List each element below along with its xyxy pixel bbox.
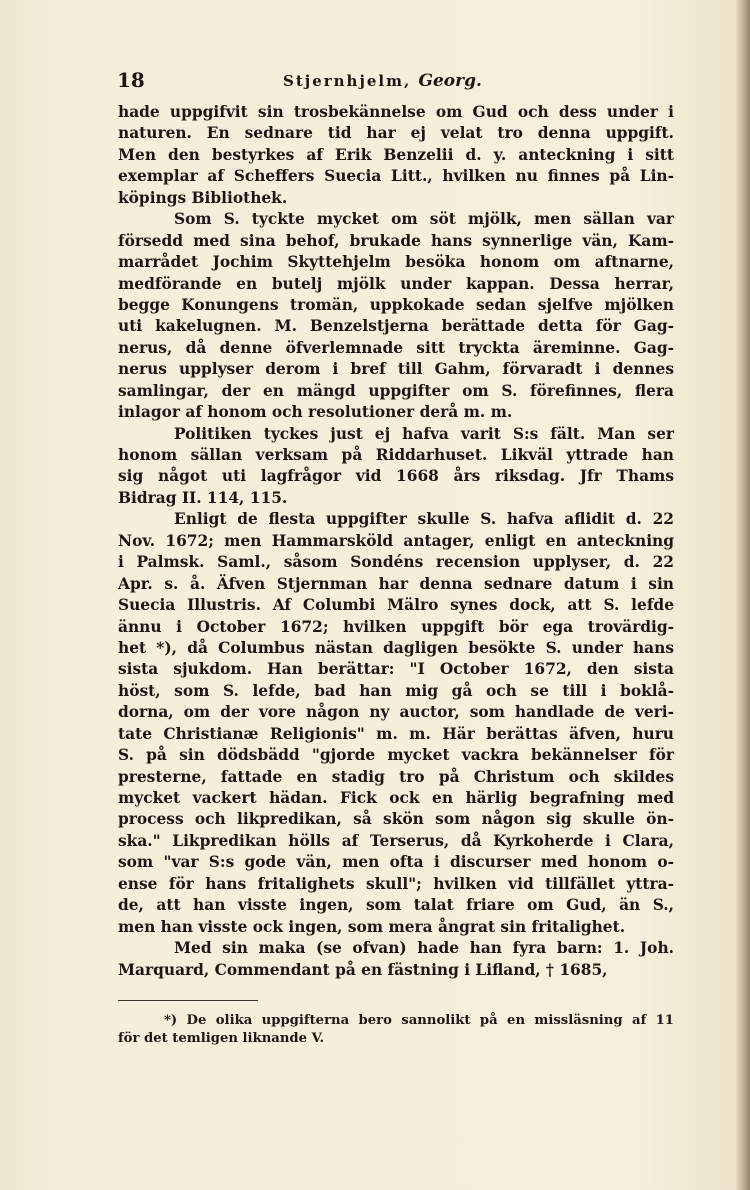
text-line: men han visste ock ingen, som mera ångrat sin fritalighet. — [118, 917, 626, 936]
text-line: de, att han visste ingen, som talat friare om Gud, än S., — [118, 896, 674, 915]
text-line: Men den bestyrkes af Erik Benzelii d. y. anteckning i sitt — [118, 145, 674, 164]
text-line: presterne, fattade en stadig tro på Christum och skildes — [118, 767, 674, 786]
text-line: Med sin maka (se ofvan) hade han fyra barn: 1. Joh. — [174, 939, 674, 958]
text-line: ense för hans fritalighets skull"; hvilken vid tillfället yttra- — [118, 874, 674, 893]
text-line: honom sällan verksam på Riddarhuset. Likväl yttrade han — [118, 446, 674, 464]
text-line: Nov. 1672; men Hammarsköld antager, enligt en anteckning — [118, 531, 674, 550]
text-line: dorna, om der vore någon ny auctor, som handlade de veri- — [118, 703, 674, 722]
text-line: sig något uti lagfrågor vid 1668 års riksdag. Jfr Thams — [118, 467, 674, 486]
page-number: 18 — [117, 68, 145, 92]
text-line: ska." Likpredikan hölls af Terserus, då Kyrkoherde i Clara, — [118, 831, 674, 850]
text-line: hade uppgifvit sin trosbekännelse om Gud och dess under i — [118, 103, 674, 121]
text-line: tate Christianæ Religionis" m. m. Här berättas äfven, huru — [118, 724, 674, 743]
text-line: mycket vackert hädan. Fick ock en härlig begrafning med — [118, 789, 674, 807]
running-head-given-name: Georg. — [418, 71, 482, 91]
text-line: samlingar, der en mängd uppgifter om S. förefinnes, flera — [118, 381, 674, 400]
text-line: marrådet Jochim Skyttehjelm besöka honom om aftnarne, — [118, 253, 674, 272]
footnote-rule — [118, 1000, 258, 1001]
text-line: Marquard, Commendant på en fästning i Lifland, † 1685, — [118, 960, 608, 979]
text-line: process och likpredikan, så skön som någon sig skulle ön- — [118, 810, 674, 829]
text-line: som "var S:s gode vän, men ofta i discurser med honom o- — [118, 853, 674, 872]
text-line: nerus, då denne öfverlemnade sitt tryckta äreminne. Gag- — [118, 338, 674, 357]
text-line: medförande en butelj mjölk under kappan. Dessa herrar, — [118, 274, 674, 293]
text-line: het *), då Columbus nästan dagligen besökte S. under hans — [118, 638, 674, 657]
text-line: nerus upplyser derom i bref till Gahm, förvaradt i dennes — [118, 360, 674, 379]
text-line: S. på sin dödsbädd "gjorde mycket vackra bekännelser för — [118, 746, 674, 765]
text-line: försedd med sina behof, brukade hans synnerlige vän, Kam- — [118, 231, 674, 250]
text-line: exemplar af Scheffers Suecia Litt., hvilken nu finnes på Lin- — [118, 167, 674, 186]
text-line: uti kakelugnen. M. Benzelstjerna berättade detta för Gag- — [118, 317, 674, 336]
text-line: köpings Bibliothek. — [118, 188, 288, 207]
text-line: naturen. En sednare tid har ej velat tro denna uppgift. — [118, 124, 674, 143]
footnote — [118, 1012, 674, 1048]
text-line: Suecia Illustris. Af Columbi Mälro synes dock, att S. lefde — [118, 596, 674, 615]
text-line: inlagor af honom och resolutioner derå m. m. — [118, 403, 513, 422]
text-line: Apr. s. å. Äfven Stjernman har denna sednare datum i sin — [118, 574, 674, 593]
page-edge — [736, 0, 750, 1190]
text-line: Bidrag II. 114, 115. — [118, 488, 288, 507]
text-line: begge Konungens tromän, uppkokade sedan sjelfve mjölken — [118, 295, 674, 314]
text-line: i Palmsk. Saml., såsom Sondéns recension upplyser, d. 22 — [118, 553, 674, 572]
footnote-line: *) De olika uppgifterna bero sannolikt på en missläsning af 11 — [164, 1013, 674, 1028]
running-head-surname: Stjernhjelm, — [283, 72, 412, 90]
footnote-line: för det temligen liknande V. — [118, 1031, 325, 1046]
page-header — [117, 68, 677, 98]
text-line: Enligt de flesta uppgifter skulle S. hafva aflidit d. 22 — [174, 510, 674, 529]
body-text — [118, 102, 674, 981]
running-head — [283, 71, 482, 91]
text-line: ännu i October 1672; hvilken uppgift bör ega trovärdig- — [118, 617, 674, 636]
text-line: Politiken tyckes just ej hafva varit S:s fält. Man ser — [174, 424, 674, 443]
text-line: Som S. tyckte mycket om söt mjölk, men sällan var — [174, 210, 674, 229]
text-line: höst, som S. lefde, bad han mig gå och se till i boklå- — [118, 681, 674, 700]
text-line: sista sjukdom. Han berättar: "I October 1672, den sista — [118, 660, 674, 679]
